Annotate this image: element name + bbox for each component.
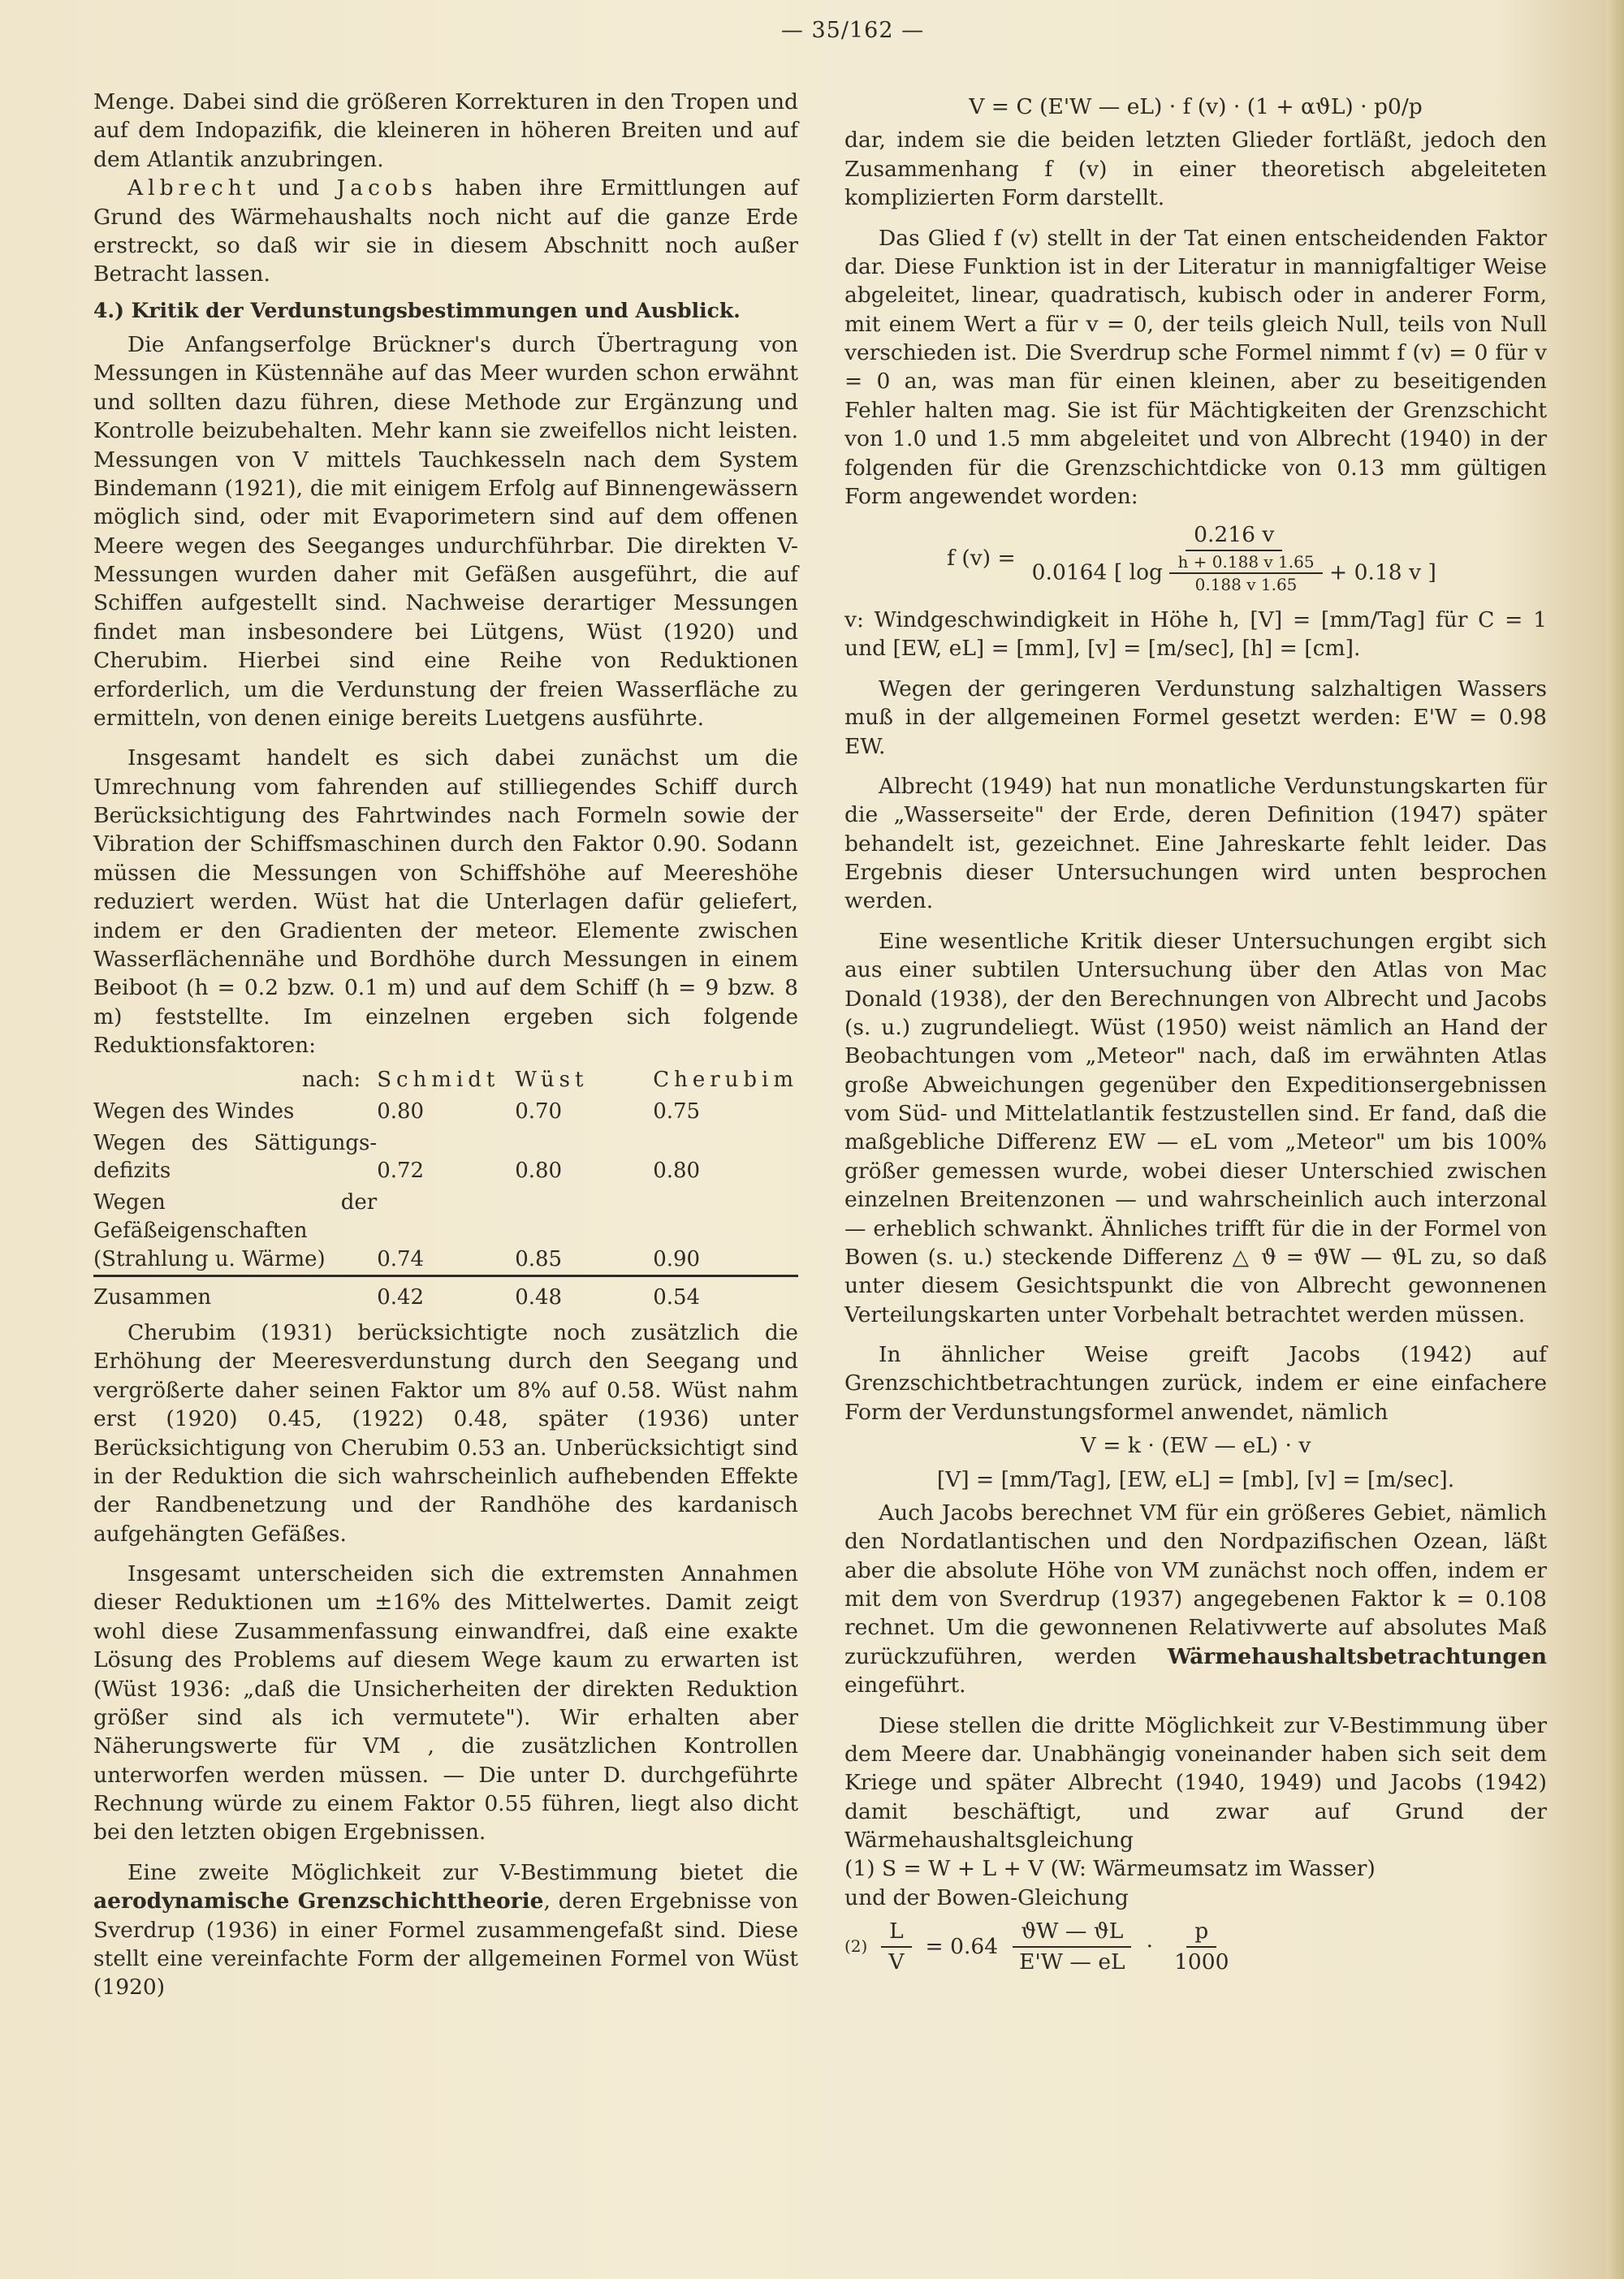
cell: 0.90 xyxy=(653,1246,701,1271)
formula-fraction: $\frac{p}{1000}$ xyxy=(1174,1919,1229,1975)
row-label: Zusammen xyxy=(93,1276,377,1314)
paragraph: Albrecht und Jacobs haben ihre Ermittlungen auf Grund des Wärmehaushalts noch nicht auf die ganze Erde erstreckt, so daß wir sie in diesem Abschnitt noch außer Betracht lassen. xyxy=(93,175,798,287)
paragraph: Menge. Dabei sind die größeren Korrekturen in den Tropen und auf dem Indopazifik, die kleineren in höheren Breiten und auf dem Atlantik anzubringen. xyxy=(93,89,798,172)
formula-numerator: 0.216 v xyxy=(1186,520,1282,550)
left-column xyxy=(93,88,798,2002)
table-header-prefix: nach: xyxy=(301,1068,361,1093)
page-spine-shadow xyxy=(1606,0,1624,2279)
table-row xyxy=(93,1096,798,1128)
equation-bowen: (2) $\frac{L}{V}$ = 0.64 $\frac{ϑW — ϑL}{E'W — eL}$ · $\frac{p}{1000}$ xyxy=(844,1917,1547,1976)
row-label: Wegen des Windes xyxy=(93,1099,295,1124)
cell: 0.48 xyxy=(515,1276,653,1314)
column-header: Wüst xyxy=(515,1068,589,1093)
paragraph: In ähnlicher Weise greift Jacobs (1942) auf Grenzschichtbetrachtungen zurück, indem er eine einfachere Form der Verdunstungsformel anwendet, nämlich xyxy=(844,1342,1547,1425)
equation-heat-budget: (1) S = W + L + V (W: Wärmeumsatz im Wasser) xyxy=(844,1856,1376,1882)
cell: 0.80 xyxy=(653,1159,701,1184)
formula-jacobs: V = k · (EW — eL) · v xyxy=(1080,1433,1311,1459)
cell: 0.85 xyxy=(515,1246,563,1271)
paragraph: Cherubim (1931) berücksichtigte noch zusätzlich die Erhöhung der Meeresverdunstung durch den Seegang und vergrößerte daher seinen Faktor um 8% auf 0.58. Wüst nahm erst (1920) 0.45, (1922) 0.48, später (1936) unter Berücksichtigung von Cherubim 0.53 an. Unberücksichtigt sind in der Reduktion die sich wahrscheinlich aufhebenden Effekte der Randbenetzung und der Randhöhe des kardanisch aufgehängten Gefäßes. xyxy=(93,1320,798,1547)
cell: 0.54 xyxy=(653,1276,798,1314)
table-row xyxy=(93,1187,798,1276)
column-header: Cherubim xyxy=(653,1068,798,1093)
cell: 0.75 xyxy=(653,1099,701,1124)
paragraph: Die Anfangserfolge Brückner's durch Übertragung von Messungen in Küstennähe auf das Meer wurden schon erwähnt und sollten dazu führen, diese Methode zur Ergänzung und Kontrolle beizubehalten. Mehr kann sie zweifellos nicht leisten. Messungen von V mittels Tauchkesseln nach dem System Bindemann (1921), die mit einigem Erfolg auf Binnengewässern möglich sind, oder mit Evaporimetern sind auf dem offenen Meere wegen des Seeganges undurchführbar. Die direkten V-Messungen wurden daher mit Gefäßen ausgeführt, die auf Schiffen aufgestellt sind. Nachweise derartiger Messungen findet man insbesondere bei Lütgens, Wüst (1920) und Cherubim. Hierbei sind eine Reihe von Reduktionen erforderlich, um die Verdunstung der freien Wasserfläche zu ermitteln, von denen einige bereits Luetgens ausführte. xyxy=(93,332,798,731)
formula-general: V = C (E'W — eL) · f (v) · (1 + αϑL) · p0/p xyxy=(969,94,1423,119)
cell: 0.80 xyxy=(515,1159,563,1184)
formula-fraction: $\frac{ϑW — ϑL}{E'W — eL}$ xyxy=(1011,1917,1134,1976)
paragraph: Insgesamt unterscheiden sich die extremsten Annahmen dieser Reduktionen um ±16% des Mittelwertes. Damit zeigt wohl diese Zusammenfassung einwandfrei, daß eine exakte Lösung des Problems auf diesem Wege kaum zu erwarten ist (Wüst 1936: „daß die Unsicherheiten der direkten Reduktion größer sind als ich vermutete"). Wir erhalten aber Näherungswerte für VM , die zusätzlichen Kontrollen unterworfen werden müssen. — Die unter D. durchgeführte Rechnung würde zu einem Faktor 0.55 führen, liegt also dicht bei den letzten obigen Ergebnissen. xyxy=(93,1561,798,1845)
paragraph: Auch Jacobs berechnet VM für ein größeres Gebiet, nämlich den Nordatlantischen und den Nordpazifischen Ozean, läßt aber die absolute Höhe von VM zunächst noch offen, indem er mit dem von Sverdrup (1937) angegebenen Faktor k = 0.108 rechnet. Um die gewonnenen Relativwerte auf absolutes Maß zurückzuführen, werden Wärmehaushaltsbetrachtungen eingeführt. xyxy=(844,1500,1547,1698)
column-header: Schmidt xyxy=(377,1068,500,1093)
formula-denominator: 0.0164 [ log $\frac{h + 0.188 v 1.65}{0.188 v 1.65}$ + 0.18 v ] xyxy=(1031,551,1436,595)
page-number: — 35/162 — xyxy=(780,18,925,43)
paragraph: Wegen der geringeren Verdunstung salzhaltigen Wassers muß in der allgemeinen Formel gesetzt werden: E'W = 0.98 EW. xyxy=(844,675,1547,759)
paragraph: Insgesamt handelt es sich dabei zunächst um die Umrechnung vom fahrenden auf stilliegendes Schiff durch Berücksichtigung des Fahrtwindes nach Formeln sowie der Vibration der Schiffsmaschinen durch den Faktor 0.90. Sodann müssen die Messungen von Schiffshöhe auf Meereshöhe reduziert werden. Wüst hat die Unterlagen dafür geliefert, indem er den Gradienten der meteor. Elemente zwischen Wasserflächennähe und Bordhöhe durch Messungen in einem Beiboot (h = 0.2 bzw. 0.1 m) und auf dem Schiff (h = 9 bzw. 8 m) feststellte. Im einzelnen ergeben sich folgende Reduktionsfaktoren: xyxy=(93,745,798,1058)
cell: 0.70 xyxy=(515,1099,563,1124)
table-total-row xyxy=(93,1276,798,1314)
reduction-factors-table xyxy=(93,1064,798,1314)
row-label: Wegen des Sättigungs-defizits xyxy=(93,1130,378,1184)
paragraph: v: Windgeschwindigkeit in Höhe h, [V] = [mm/Tag] für C = 1 und [EW, eL] = [mm], [v] = [m/sec], [h] = [cm]. xyxy=(844,607,1547,662)
paragraph: dar, indem sie die beiden letzten Glieder fortläßt, jedoch den Zusammenhang f (v) in einer theoretisch abgeleiteten komplizierten Form darstellt. xyxy=(844,127,1547,211)
cell: 0.74 xyxy=(377,1246,425,1271)
cell: 0.80 xyxy=(377,1099,425,1124)
formula-fraction xyxy=(1024,520,1445,596)
formula-lhs: f (v) = xyxy=(947,545,1016,571)
paragraph: Eine zweite Möglichkeit zur V-Bestimmung bietet die aerodynamische Grenzschichttheorie, deren Ergebnisse von Sverdrup (1936) in einer Formel zusammengefaßt sind. Diese stellt eine vereinfachte Form der allgemeinen Formel von Wüst (1920) xyxy=(93,1859,799,2001)
equation-number: (2) xyxy=(844,1936,868,1957)
formula-units: [V] = [mm/Tag], [EW, eL] = [mb], [v] = [m/sec]. xyxy=(936,1466,1455,1492)
paragraph: Eine wesentliche Kritik dieser Untersuchungen ergibt sich aus einer subtilen Untersuchung über den Atlas von Mac Donald (1938), der den Berechnungen von Albrecht und Jacobs (s. u.) zugrundeliegt. Wüst (1950) weist nämlich an Hand der Beobachtungen vom „Meteor" nach, daß im erwähnten Atlas große Abweichungen gegenüber den Expeditionsergebnissen vom Süd- und Mittelatlantik festzustellen sind. Er fand, daß die maßgebliche Differenz EW — eL vom „Meteor" um bis 100% größer gemessen wurde, wobei dieser Unterschied zwischen einzelnen Breitenzonen — und wahrscheinlich auch interzonal — erheblich schwankt. Ähnliches trifft für die in der Formel von Bowen (s. u.) steckende Differenz △ ϑ = ϑW — ϑL zu, so daß unter diesem Gesichtspunkt die von Albrecht gewonnenen Verteilungskarten unter Vorbehalt betrachtet werden müssen. xyxy=(844,928,1547,1327)
formula-fraction: $\frac{L}{V}$ xyxy=(880,1917,912,1976)
section-heading: 4.) Kritik der Verdunstungsbestimmungen und Ausblick. xyxy=(93,298,741,322)
paragraph: und der Bowen-Gleichung xyxy=(844,1884,1129,1910)
right-column xyxy=(844,88,1547,1976)
formula-f-of-v xyxy=(844,520,1547,596)
paragraph: Das Glied f (v) stellt in der Tat einen entscheidenden Faktor dar. Diese Funktion ist in der Literatur in mannigfaltiger Weise abgeleitet, linear, quadratisch, kubisch oder in anderer Form, mit einem Wert a für v = 0, der teils gleich Null, teils von Null verschieden ist. Die Sverdrup sche Formel nimmt f (v) = 0 für v = 0 an, was man für einen kleinen, aber zu beseitigenden Fehler halten mag. Sie ist für Mächtigkeiten der Grenzschicht von 1.0 und 1.5 mm abgeleitet und von Albrecht (1940) in der folgenden für die Grenzschichtdicke von 0.13 mm gültigen Form angewendet worden: xyxy=(844,225,1547,509)
cell: 0.42 xyxy=(377,1276,515,1314)
table-row xyxy=(93,1128,798,1187)
cell: 0.72 xyxy=(377,1159,425,1184)
paragraph: Diese stellen die dritte Möglichkeit zur V-Bestimmung über dem Meere dar. Unabhängig voneinander haben sich seit dem Kriege und später Albrecht (1940, 1949) und Jacobs (1942) damit beschäftigt, und zwar auf Grund der Wärmehaushaltsgleichung xyxy=(844,1712,1547,1853)
paragraph: Albrecht (1949) hat nun monatliche Verdunstungskarten für die „Wasserseite" der Erde, deren Definition (1947) später behandelt ist, gezeichnet. Eine Jahreskarte fehlt leider. Das Ergebnis dieser Untersuchungen wird unten besprochen werden. xyxy=(844,773,1547,914)
row-label: Wegen der Gefäßeigenschaften (Strahlung u. Wärme) xyxy=(93,1190,378,1271)
table-header-row xyxy=(93,1064,798,1096)
